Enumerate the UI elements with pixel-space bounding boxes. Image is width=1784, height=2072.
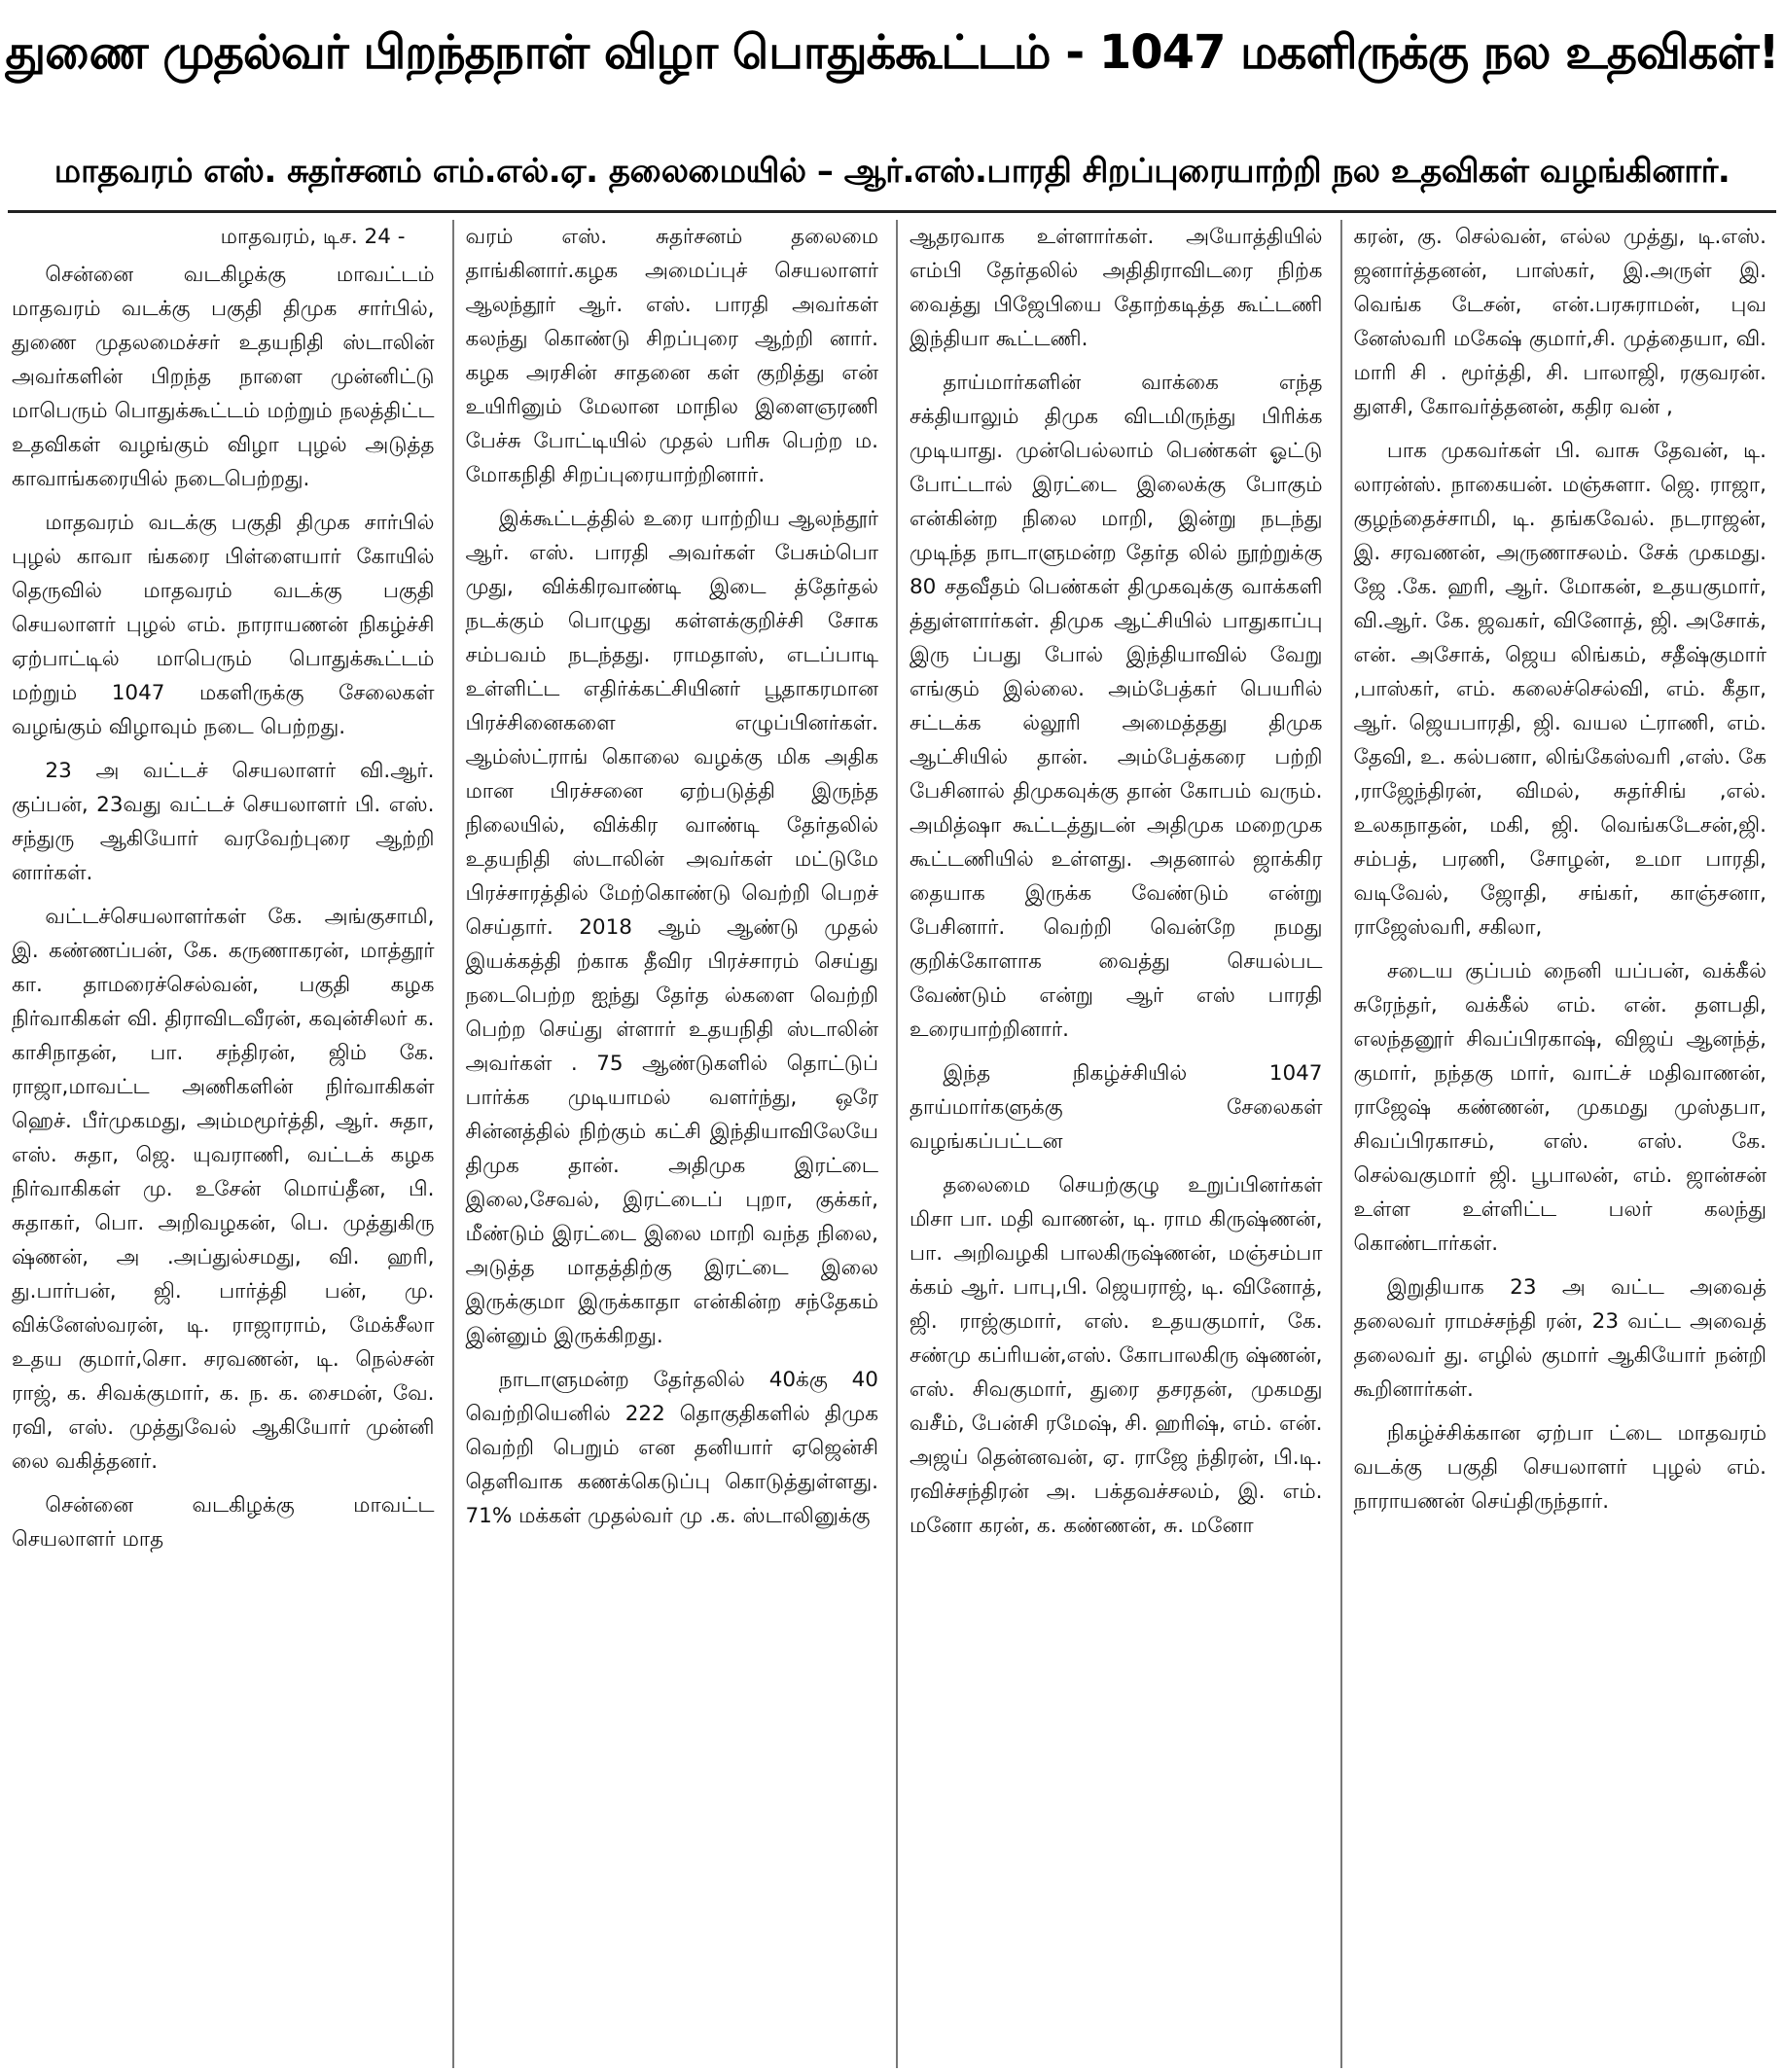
paragraph: சடைய குப்பம் நைனி யப்பன், வக்கீல் சுரேந்தர், வக்கீல் எம். என். தளபதி, எலந்தனூர் சிவப்பிரகாஷ், விஜய் ஆனந்த், குமார், நந்தகு மார், வாட்ச் மதிவாணன், ராஜேஷ் கண்ணன், முகமது முஸ்தபா, சிவப்பிரகாசம், எஸ். எஸ். கே. செல்வகுமார் ஜி. பூபாலன், எம். ஜான்சன் உள்ள உள்ளிட்ட பலர் கலந்து கொண்டார்கள். [1353,959,1766,1256]
paragraph: இக்கூட்டத்தில் உரை யாற்றிய ஆலந்தூர் ஆர். எஸ். பாரதி அவர்கள் பேசும்பொ முது, விக்கிரவாண்டி இடை த்தேர்தல் நடக்கும் பொழுது கள்ளக்குறிச்சி சோக சம்பவம் நடந்தது. ராமதாஸ், எடப்பாடி உள்ளிட்ட எதிர்க்கட்சியினர் பூதாகரமான பிரச்சினைகளை எழுப்பினர்கள். ஆம்ஸ்ட்ராங் கொலை வழக்கு மிக அதிக மான பிரச்சனை ஏற்படுத்தி இருந்த நிலையில், விக்கிர வாண்டி தேர்தலில் உதயநிதி ஸ்டாலின் அவர்கள் மட்டுமே பிரச்சாரத்தில் மேற்கொண்டு வெற்றி பெறச் செய்தார். 2018 ஆம் ஆண்டு முதல் இயக்கத்தி ற்காக தீவிர பிரச்சாரம் செய்து நடைபெற்ற ஐந்து தேர்த ல்களை வெற்றி பெற்ற செய்து ள்ளார் உதயநிதி ஸ்டாலின் அவர்கள் . 75 ஆண்டுகளில் தொட்டுப் பார்க்க முடியாமல் வளர்ந்து, ஒரே சின்னத்தில் நிற்கும் கட்சி இந்தியாவிலேயே திமுக தான். அதிமுக இரட்டை இலை,சேவல், இரட்டைப் புறா, குக்கர், மீண்டும் இரட்டை இலை மாறி வந்த நிலை, அடுத்த மாதத்திற்கு இரட்டை இலை இருக்குமா இருக்காதா என்கின்ற சந்தேகம் இன்னும் இருக்கிறது. [465,507,878,1348]
paragraph: வட்டச்செயலாளர்கள் கே. அங்குசாமி, இ. கண்ணப்பன், கே. கருணாகரன், மாத்தூர் கா. தாமரைச்செல்வன், பகுதி கழக நிர்வாகிகள் வி. திராவிடவீரன், கவுன்சிலர் க. காசிநாதன், பா. சந்திரன், ஜிம் கே. ராஜா,மாவட்ட அணிகளின் நிர்வாகிகள் ஹெச். பீர்முகமது, அம்மமூர்த்தி, ஆர். சுதா, எஸ். சுதா, ஜெ. யுவராணி, வட்டக் கழக நிர்வாகிகள் மு. உசேன் மொய்தீன, பி. சுதாகர், பொ. அறிவழகன், பெ. முத்துகிரு ஷ்ணன், அ .அப்துல்சமது, வி. ஹரி, து.பார்பன், ஜி. பார்த்தி பன், மு. விக்னேஸ்வரன், டி. ராஜாராம், மேக்சீலா உதய குமார்,சொ. சரவணன், டி. நெல்சன் ராஜ், க. சிவக்குமார், க. ந. க. சைமன், வே. ரவி, எஸ். முத்துவேல் ஆகியோர் முன்னி லை வகித்தனர். [12,905,435,1474]
paragraph: ஆதரவாக உள்ளார்கள். அயோத்தியில் எம்பி தேர்தலில் அதிதிராவிடரை நிற்க வைத்து பிஜேபியை தோற்கடித்த கூட்டணி இந்தியா கூட்டணி. [910,225,1323,351]
paragraph: சென்னை வடகிழக்கு மாவட்ட செயலாளர் மாத [12,1493,435,1552]
dateline: மாதவரம், டிச. 24 - [220,225,406,249]
article-column-3 [896,220,1333,2068]
article-body [8,220,1776,2068]
paragraph: சென்னை வடகிழக்கு மாவட்டம் மாதவரம் வடக்கு பகுதி திமுக சார்பில், துணை முதலமைச்சர் உதயநிதி ஸ்டாலின் அவர்களின் பிறந்த நாளை முன்னிட்டு மாபெரும் பொதுக்கூட்டம் மற்றும் நலத்திட்ட உதவிகள் வழங்கும் விழா புழல் அடுத்த காவாங்கரையில் நடைபெற்றது. [12,263,435,491]
headline: துணை முதல்வர் பிறந்தநாள் விழா பொதுக்கூட்டம் - 1047 மகளிருக்கு நல உதவிகள்! [5,25,1779,80]
divider-rule [8,210,1776,213]
paragraph: நிகழ்ச்சிக்கான ஏற்பா ட்டை மாதவரம் வடக்கு பகுதி செயலாளர் புழல் எம். நாராயணன் செய்திருந்தார். [1353,1421,1766,1514]
paragraph: வரம் எஸ். சுதர்சனம் தலைமை தாங்கினார்.கழக அமைப்புச் செயலாளர் ஆலந்தூர் ஆர். எஸ். பாரதி அவர்கள் கலந்து கொண்டு சிறப்புரை ஆற்றி னார். கழக அரசின் சாதனை கள் குறித்து என் உயிரினும் மேலான மாநில இளைஞரணி பேச்சு போட்டியில் முதல் பரிசு பெற்ற ம. மோகநிதி சிறப்புரையாற்றினார். [465,225,878,487]
paragraph: இறுதியாக 23 அ வட்ட அவைத் தலைவர் ராமச்சந்தி ரன், 23 வட்ட அவைத் தலைவர் து. எழில் குமார் ஆகியோர் நன்றி கூறினார்கள். [1353,1275,1766,1402]
paragraph: இந்த நிகழ்ச்சியில் 1047 தாய்மார்களுக்கு சேலைகள் வழங்கப்பட்டன [910,1061,1323,1154]
paragraph: தலைமை செயற்குழு உறுப்பினர்கள் மிசா பா. மதி வாணன், டி. ராம கிருஷ்ணன், பா. அறிவழகி பாலகிருஷ்ணன், மஞ்சம்பா க்கம் ஆர். பாபு,பி. ஜெயராஜ், டி. வினோத், ஜி. ராஜ்குமார், எஸ். உதயகுமார், கே. சண்மு கப்ரியன்,எஸ். கோபாலகிரு ஷ்ணன், எஸ். சிவகுமார், துரை தசரதன், முகமது வசீம், பேன்சி ரமேஷ், சி. ஹரிஷ், எம். என். அஜய் தென்னவன், ஏ. ராஜே ந்திரன், பி.டி. ரவிச்சந்திரன் அ. பக்தவச்சலம், இ. எம். மனோ கரன், க. கண்ணன், சு. மனோ [910,1173,1323,1538]
paragraph: பாக முகவர்கள் பி. வாசு தேவன், டி. லாரன்ஸ். நாகையன். மஞ்சுளா. ஜெ. ராஜா, குழந்தைச்சாமி, டி. தங்கவேல். நடராஜன், இ. சரவணன், அருணாசலம். சேக் முகமது. ஜே .கே. ஹரி, ஆர். மோகன், உதயகுமார், வி.ஆர். கே. ஜவகர், வினோத், ஜி. அசோக், என். அசோக், ஜெய லிங்கம், சதீஷ்குமார் ,பாஸ்கர், எம். கலைச்செல்வி, எம். கீதா, ஆர். ஜெயபாரதி, ஜி. வயல ட்ராணி, எம். தேவி, உ. கல்பனா, லிங்கேஸ்வரி ,எஸ். கே ,ராஜேந்திரன், விமல், சுதர்சிங் ,எல். உலகநாதன், மகி, ஜி. வெங்கடேசன்,ஜி. சம்பத், பரணி, சோழன், உமா பாரதி, வடிவேல், ஜோதி, சங்கர், காஞ்சனா, ராஜேஸ்வரி, சகிலா, [1353,439,1766,940]
paragraph: மாதவரம் வடக்கு பகுதி திமுக சார்பில் புழல் காவா ங்கரை பிள்ளையார் கோயில் தெருவில் மாதவரம் வடக்கு பகுதி செயலாளர் புழல் எம். நாராயணன் நிகழ்ச்சி ஏற்பாட்டில் மாபெரும் பொதுக்கூட்டம் மற்றும் 1047 மகளிருக்கு சேலைகள் வழங்கும் விழாவும் நடை பெற்றது. [12,511,435,739]
article-column-4 [1340,220,1777,2068]
paragraph: கரன், கு. செல்வன், எல்ல முத்து, டி.எஸ். ஜனார்த்தனன், பாஸ்கர், இ.அருள் இ. வெங்க டேசன், என்.பரசுராமன், புவ னேஸ்வரி மகேஷ் குமார்,சி. முத்தையா, வி. மாரி சி . மூர்த்தி, சி. பாலாஜி, ரகுவரன். துளசி, கோவர்த்தனன், கதிர வன் , [1353,225,1766,419]
paragraph: 23 அ வட்டச் செயலாளர் வி.ஆர். குப்பன், 23வது வட்டச் செயலாளர் பி. எஸ். சந்துரு ஆகியோர் வரவேற்புரை ஆற்றி னார்கள். [12,759,435,885]
article-column-1 [8,220,445,2068]
paragraph: நாடாளுமன்ற தேர்தலில் 40க்கு 40 வெற்றியெனில் 222 தொகுதிகளில் திமுக வெற்றி பெறும் என தனியார் ஏஜென்சி தெளிவாக கணக்கெடுப்பு கொடுத்துள்ளது. 71% மக்கள் முதல்வர் மு .க. ஸ்டாலினுக்கு [465,1368,878,1528]
subheadline: மாதவரம் எஸ். சுதர்சனம் எம்.எல்.ஏ. தலைமையில் – ஆர்.எஸ்.பாரதி சிறப்புரையாற்றி நல உதவிகள் வழங்கினார். [54,152,1730,191]
paragraph: தாய்மார்களின் வாக்கை எந்த சக்தியாலும் திமுக விடமிருந்து பிரிக்க முடியாது. முன்பெல்லாம் பெண்கள் ஓட்டு போட்டால் இரட்டை இலைக்கு போகும் என்கின்ற நிலை மாறி, இன்று நடந்து முடிந்த நாடாளுமன்ற தேர்த லில் நூற்றுக்கு 80 சதவீதம் பெண்கள் திமுகவுக்கு வாக்களி த்துள்ளார்கள். திமுக ஆட்சியில் பாதுகாப்பு இரு ப்பது போல் இந்தியாவில் வேறு எங்கும் இல்லை. அம்பேத்கர் பெயரில் சட்டக்க ல்லூரி அமைத்தது திமுக ஆட்சியில் தான். அம்பேத்கரை பற்றி பேசினால் திமுகவுக்கு தான் கோபம் வரும். அமித்ஷா கூட்டத்துடன் அதிமுக மறைமுக கூட்டணியில் உள்ளது. அதனால் ஜாக்கிர தையாக இருக்க வேண்டும் என்று பேசினார். வெற்றி வென்றே நமது குறிக்கோளாக வைத்து செயல்பட வேண்டும் என்று ஆர் எஸ் பாரதி உரையாற்றினார். [910,371,1323,1042]
article-column-2 [452,220,889,2068]
